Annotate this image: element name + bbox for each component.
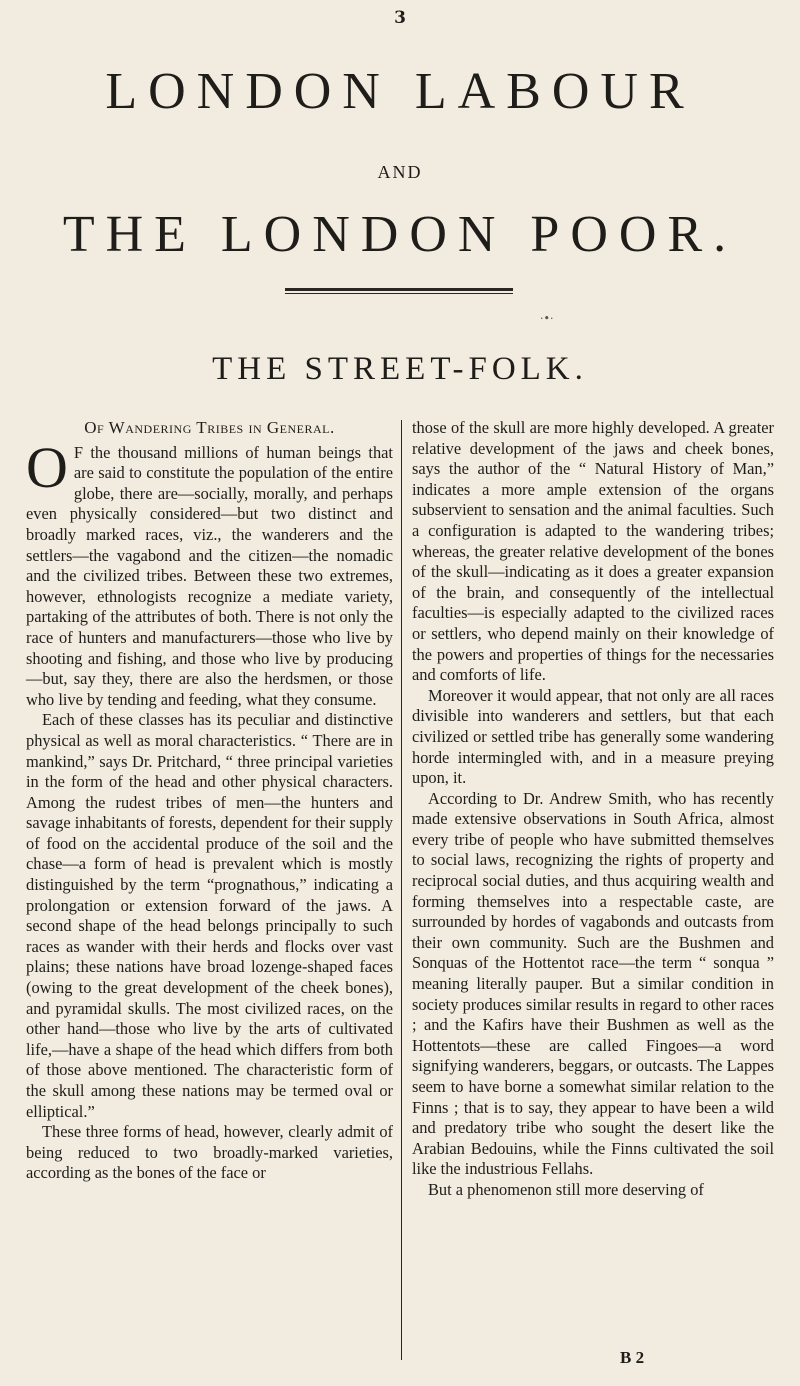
paragraph-7: But a phenomenon still more deserving of bbox=[428, 1179, 704, 1199]
paragraph-2: Each of these classes has its peculiar and distinctive physical as well as moral characteristics. “ There are in mankind,” says Dr. Pritchard, “ three principal varieties in the form of the head and other physical characters. Among the rudest tribes of men—the hunters and savage inhabitants of forests, dependent for their supply of food on the accidental produce of the soil and the chase—a form of head is prevalent which is mostly distinguished by the term “prognathous,” indicating a prolongation or extension forward of the jaws. A second shape of the head belongs principally to such races as wander with their herds and flocks over vast plains; these nations have broad lozenge-shaped faces (owing to the great development of the cheek bones), and pyramidal skulls. The most civilized races, on the other hand—those who live by the arts of cultivated life,—have a shape of the head which differs from both of those above mentioned. The characteristic form of the skull among these nations may be termed oval or elliptical.” bbox=[26, 710, 393, 1121]
section-title: THE STREET-FOLK. bbox=[212, 351, 588, 387]
section-subheading: Of Wandering Tribes in General. bbox=[84, 418, 335, 437]
paragraph-4: those of the skull are more highly developed. A greater relative development of the jaws and cheek bones, says the author of the “ Natural History of Man,” indicates a more ample extension of the organs subservient to sensation and the animal faculties. Such a configuration is adapted to the wandering tribes; whereas, the greater relative development of the bones of the skull—indicating as it does a greater expansion of the brain, and consequently of the intellectual faculties—is especially adapted to the civilized races or settlers, who depend mainly on their knowledge of the powers and properties of things for the necessaries and comforts of life. bbox=[412, 418, 774, 685]
left-column bbox=[26, 418, 393, 1184]
paragraph-3: These three forms of head, however, clearly admit of being reduced to two broadly-marked varieties, according as the bones of the face or bbox=[26, 1122, 393, 1183]
paragraph-5: Moreover it would appear, that not only are all races divisible into wanderers and settlers, but that each civilized or settled tribe has generally some wandering horde intermingled with, and in a measure preying upon, it. bbox=[412, 685, 774, 788]
page-number: 3 bbox=[394, 8, 406, 28]
title-rule-thin bbox=[285, 293, 513, 294]
title-and: AND bbox=[377, 162, 423, 182]
ornament-mark: ·•· bbox=[540, 312, 554, 325]
title-line-2: THE LONDON POOR. bbox=[62, 206, 738, 263]
drop-cap: O bbox=[26, 434, 68, 500]
title-rule-thick bbox=[285, 288, 513, 291]
signature-mark: B 2 bbox=[620, 1348, 645, 1367]
paragraph-1-text: F the thousand millions of human beings that are said to constitute the population of the entire globe, there are—socially, morally, and perhaps even physically considered—but two distinct and broadly marked races, viz., the wanderers and the settlers—the vagabond and the citizen—the nomadic and the civilized tribes. Between these two extremes, however, ethnologists recognize a mediate variety, partaking of the attributes of both. There is not only the race of hunters and manufacturers—those who live by shooting and fishing, and those who live by producing—but, say they, there are also the herdsmen, or those who live by tending and feeding, what they consume. bbox=[26, 442, 393, 709]
paragraph-1 bbox=[26, 434, 393, 711]
title-line-1: LONDON LABOUR bbox=[105, 63, 695, 120]
column-divider bbox=[401, 420, 402, 1360]
right-column bbox=[412, 418, 774, 1201]
paragraph-6: According to Dr. Andrew Smith, who has recently made extensive observations in South Africa, almost every tribe of people who have submitted themselves to social laws, recognizing the rights of property and reciprocal social duties, and thus acquiring wealth and forming themselves into a respectable caste, are surrounded by hordes of vagabonds and outcasts from their own community. Such are the Bushmen and Sonquas of the Hottentot race—the term “ sonqua ” meaning literally pauper. But a similar condition in society produces similar results in regard to other races ; and the Kafirs have their Bushmen as well as the Hottentots—these are called Fingoes—a word signifying wanderers, beggars, or outcasts. The Lappes seem to have borne a somewhat similar relation to the Finns ; that is to say, they appear to have been a wild and predatory tribe who sought the desert like the Arabian Bedouins, while the Finns cultivated the soil like the industrious Fellahs. bbox=[412, 788, 774, 1179]
